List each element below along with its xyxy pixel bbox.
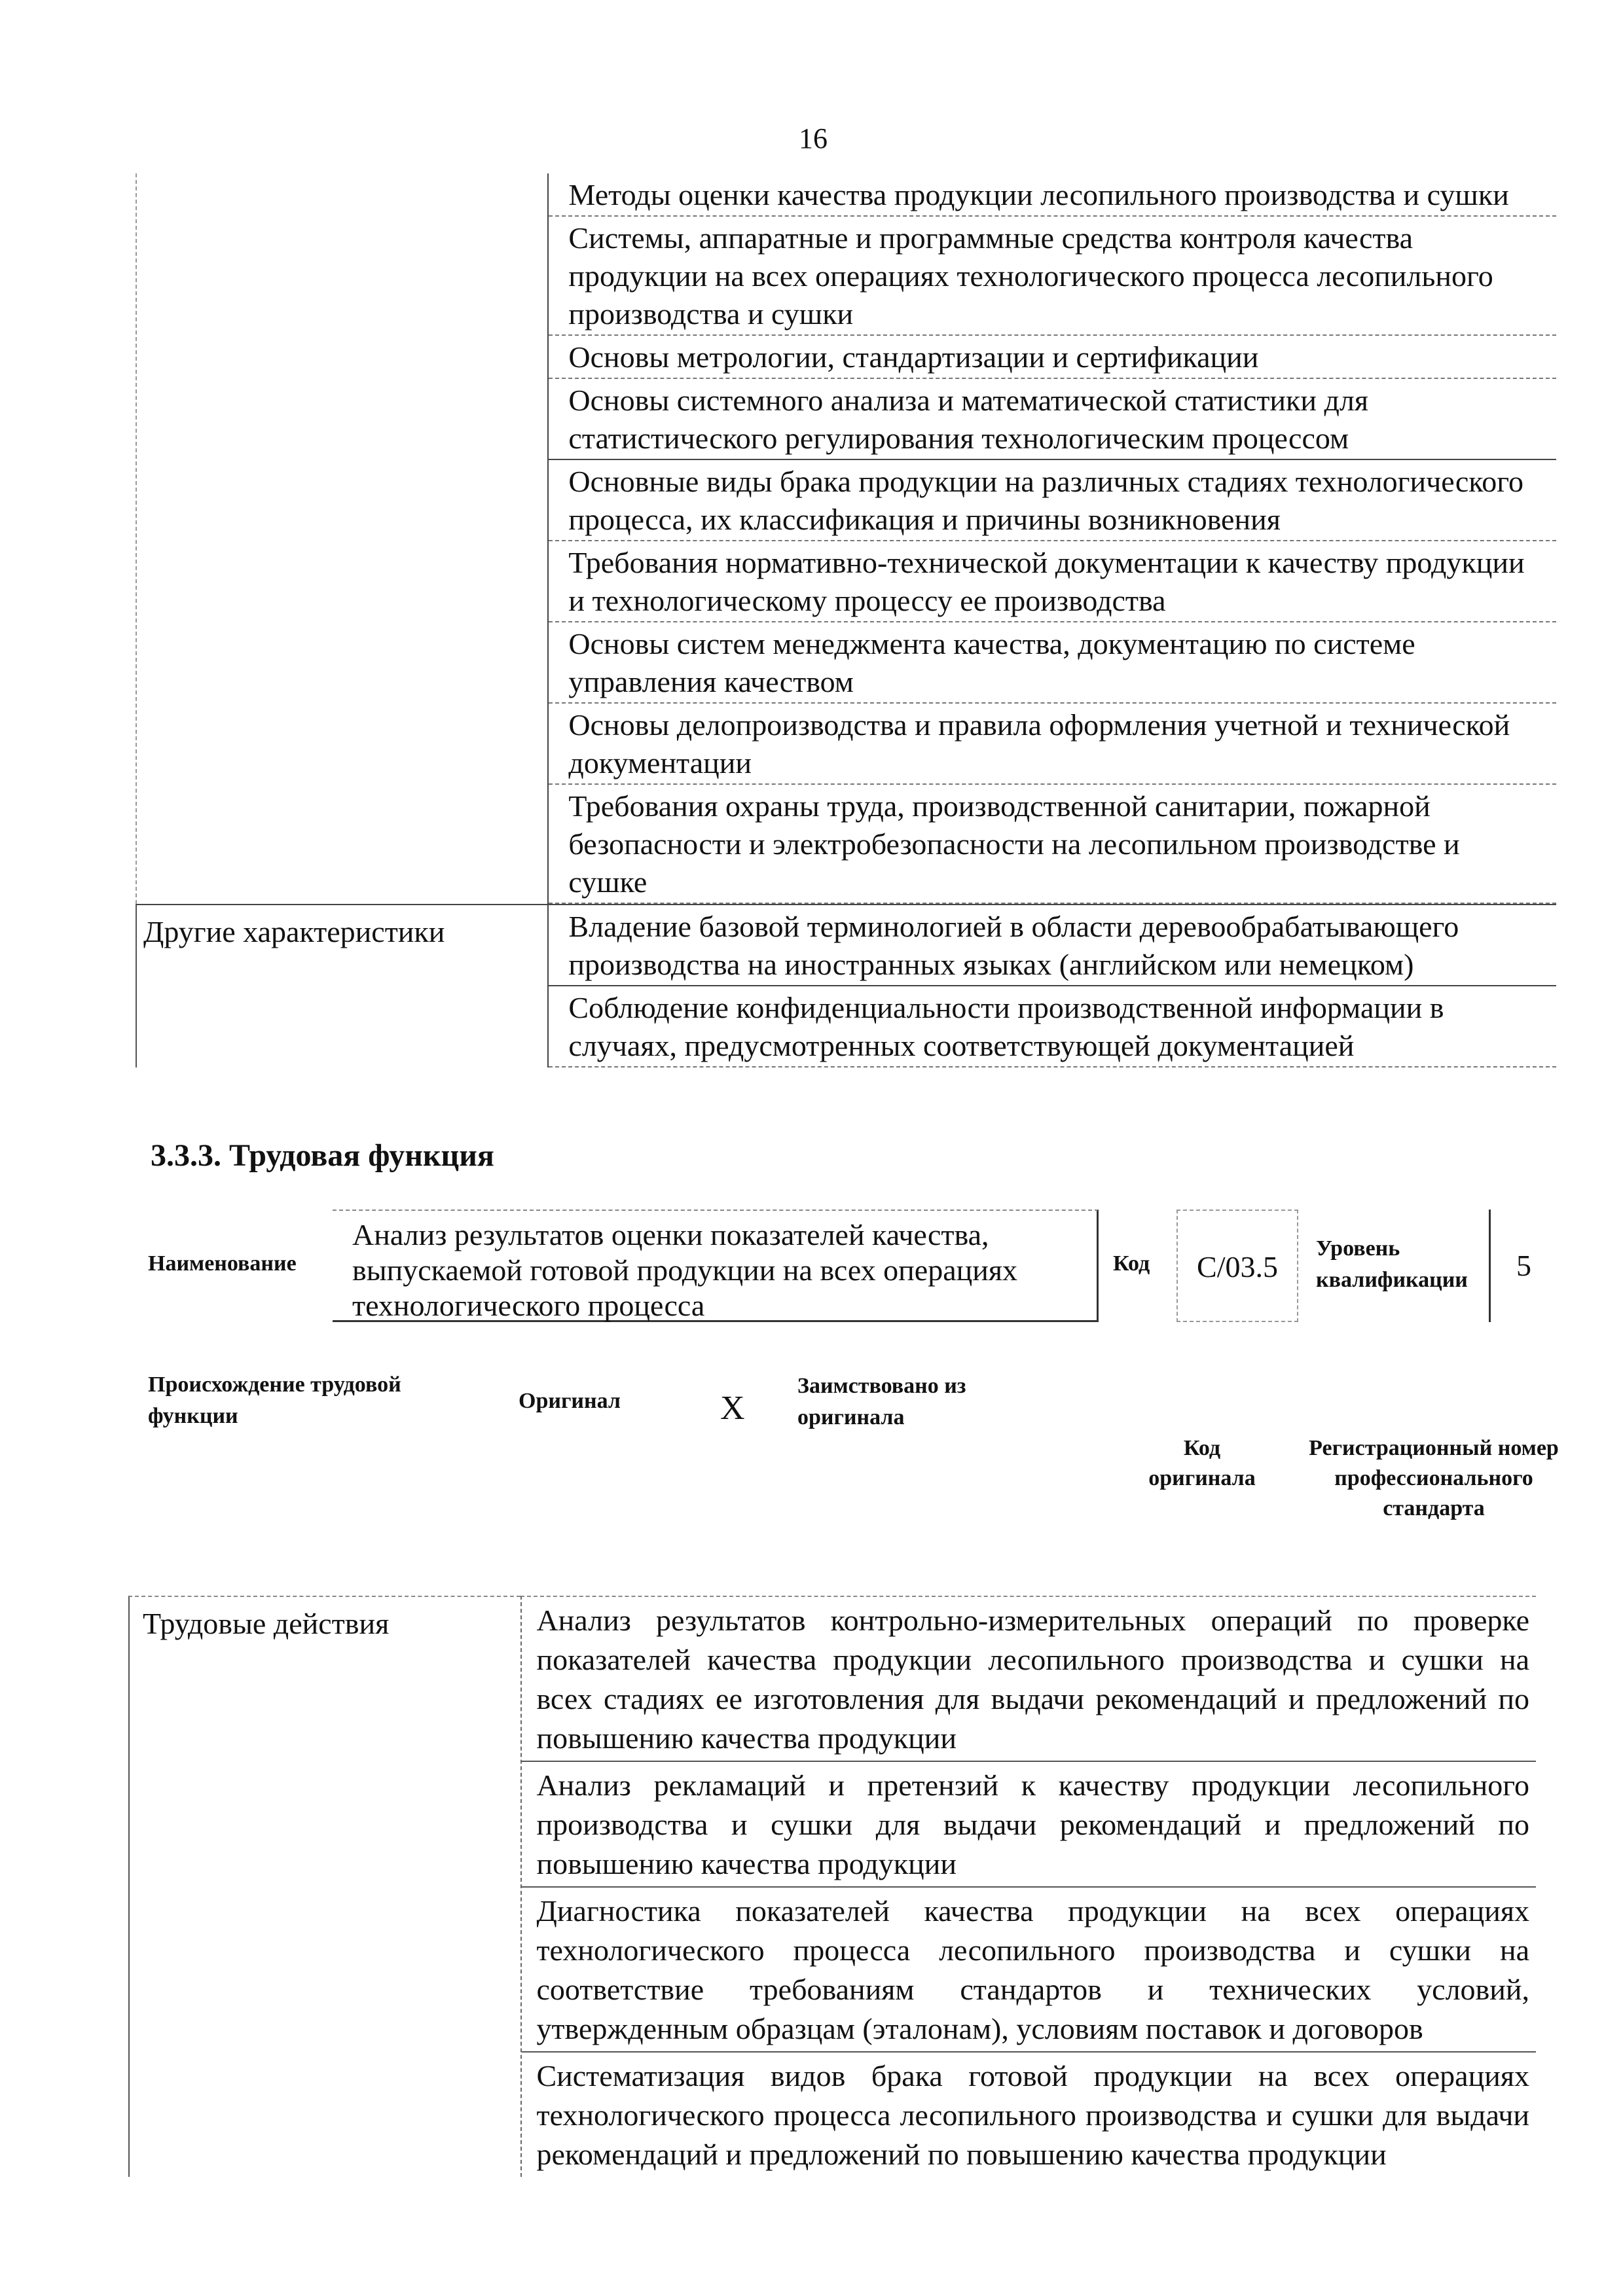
labor-action-item: Анализ результатов контрольно-измерительных операций по проверке показателей качества продукции лесопильного производства и сушки на всех стадиях ее изготовления для выдачи рекомендаций и предложений по повышению качества продукции [522,1597,1536,1762]
knowledge-item: Методы оценки качества продукции лесопильного производства и сушки [549,173,1556,217]
function-name-value: Анализ результатов оценки показателей качества, выпускаемой готовой продукции на всех операциях технологического процесса [352,1218,1018,1322]
page-number: 16 [799,122,828,154]
original-mark: Х [720,1390,745,1427]
labor-action-item: Систематизация видов брака готовой продукции на всех операциях технологического процесса лесопильного производства и сушки для выдачи рекомендаций и предложений по повышению качества продукции [536,2059,1529,2171]
knowledge-item: Основы системного анализа и математической статистики для статистического регулирования технологическим процессом [549,379,1556,460]
other-item: Соблюдение конфиденциальности производственной информации в случаях, предусмотренных соответствующей документацией [549,986,1556,1067]
other-characteristics-label: Другие характеристики [136,905,547,1067]
level-label-line-2: квалификации [1316,1268,1468,1292]
knowledge-row-group [136,173,1556,904]
original-label: Оригинал [519,1389,621,1413]
section-heading: 3.3.3. Трудовая функция [151,1138,494,1173]
knowledge-item: Основы делопроизводства и правила оформления учетной и технической документации [549,704,1556,785]
labor-action-item: Диагностика показателей качества продукции на всех операциях технологического процесса лесопильного производства и сушки на соответствие требованиям стандартов и технических условий, утвержденным образцам (эталонам), условиям поставок и договоров [522,1888,1536,2053]
name-label: Наименование [148,1251,297,1276]
function-name-box [333,1210,1099,1322]
origin-label: Происхождение трудовой функции [148,1372,401,1428]
level-label-line-1: Уровень [1316,1236,1400,1261]
labor-actions-row [128,1596,1536,2177]
labor-action-item: Анализ рекламаций и претензий к качеству продукции лесопильного производства и сушки для выдачи рекомендаций и предложений по повышению качества продукции [522,1762,1536,1888]
knowledge-item: Системы, аппаратные и программные средства контроля качества продукции на всех операциях технологического процесса лесопильного производства и сушки [549,217,1556,336]
knowledge-item: Основы метрологии, стандартизации и сертификации [549,336,1556,379]
other-characteristics-cells [547,905,1556,1067]
knowledge-label-empty [136,173,547,904]
origin-code-label: Код оригинала [1148,1436,1256,1490]
borrowed-label: Заимствовано из оригинала [797,1374,966,1429]
other-characteristics-row [136,904,1556,1067]
knowledge-item: Основы систем менеджмента качества, документацию по системе управления качеством [549,622,1556,704]
knowledge-item: Требования нормативно-технической документации к качеству продукции и технологическому процессу ее производства [549,541,1556,622]
level-label [1316,1233,1468,1296]
code-value: С/03.5 [1176,1210,1298,1322]
labor-actions-table [128,1596,1536,2177]
knowledge-table [136,173,1556,1067]
knowledge-item: Основные виды брака продукции на различных стадиях технологического процесса, их классификация и причины возникновения [549,460,1556,541]
code-label: Код [1113,1251,1150,1276]
knowledge-cells [547,173,1556,904]
other-item: Владение базовой терминологией в области деревообрабатывающего производства на иностранных языках (английском или немецком) [549,905,1556,986]
labor-actions-cells [520,1596,1536,2177]
labor-actions-label: Трудовые действия [128,1596,520,2177]
registration-number-label: Регистрационный номер профессионального стандарта [1309,1436,1559,1520]
knowledge-item: Требования охраны труда, производственной санитарии, пожарной безопасности и электробезопасности на лесопильном производстве и сушке [549,785,1556,904]
level-value: 5 [1489,1210,1557,1322]
